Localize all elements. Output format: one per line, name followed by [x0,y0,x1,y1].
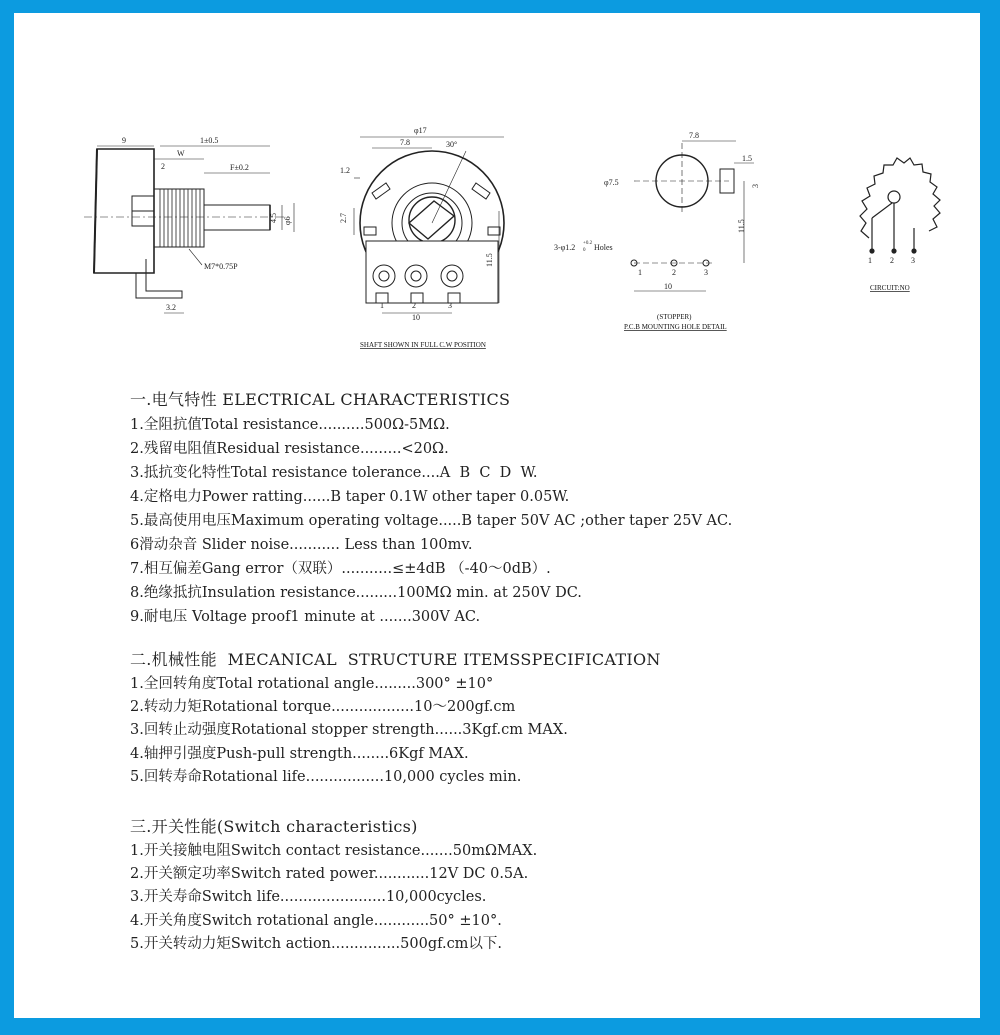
svg-text:3: 3 [448,301,452,310]
electrical-item-6: 6滑动杂音 Slider noise........... Less than 100mv. [130,537,473,553]
electrical-title: 一.电气特性 ELECTRICAL CHARACTERISTICS [130,390,511,409]
svg-text:2: 2 [890,256,894,265]
svg-text:CIRCUIT:NO: CIRCUIT:NO [870,284,910,292]
svg-text:4.5: 4.5 [269,213,278,223]
svg-text:1±0.5: 1±0.5 [200,136,219,145]
svg-text:1.2: 1.2 [340,166,350,175]
svg-text:1: 1 [638,268,642,277]
switch-item-3: 3.开关寿命Switch life.......................10,000cycles. [130,889,487,906]
switch-title: 三.开关性能(Switch characteristics) [130,817,418,836]
svg-text:7.8: 7.8 [689,131,699,140]
switch-characteristics-section [130,814,537,956]
svg-text:1: 1 [380,301,384,310]
svg-text:Holes: Holes [594,243,613,252]
svg-text:φ6: φ6 [283,216,292,225]
svg-text:30°: 30° [446,140,458,149]
svg-text:2: 2 [672,268,676,277]
svg-text:0: 0 [583,248,586,253]
electrical-item-8: 8.绝缘抵抗Insulation resistance.........100MΩ min. at 250V DC. [130,585,582,601]
mechanical-item-2: 2.转动力矩Rotational torque..................10～200gf.cm [130,699,516,716]
electrical-characteristics-section [130,387,732,629]
svg-text:7.8: 7.8 [400,138,410,147]
svg-text:3: 3 [911,256,915,265]
svg-text:P.C.B MOUNTING HOLE DETAIL: P.C.B MOUNTING HOLE DETAIL [624,323,727,331]
datasheet-sheet [14,13,980,1018]
electrical-item-3: 3.抵抗变化特性Total resistance tolerance....A B C D W. [130,465,538,481]
svg-text:2.7: 2.7 [339,213,348,223]
switch-item-4: 4.开关角度Switch rotational angle............50° ±10°. [130,912,502,929]
svg-text:SHAFT SHOWN IN FULL C.W POSITI: SHAFT SHOWN IN FULL C.W POSITION [360,341,486,349]
svg-text:2: 2 [412,301,416,310]
front-view-drawing [354,137,504,313]
svg-text:3.2: 3.2 [166,303,176,312]
mechanical-item-3: 3.回转止动强度Rotational stopper strength......3Kgf.cm MAX. [130,722,568,739]
switch-item-5: 5.开关转动力矩Switch action...............500gf.cm以下. [130,935,503,952]
svg-text:11.5: 11.5 [485,253,494,267]
switch-item-1: 1.开关接触电阻Switch contact resistance.......50mΩMAX. [130,843,538,859]
svg-text:φ7.5: φ7.5 [604,178,619,187]
svg-text:10: 10 [412,313,420,322]
svg-text:φ17: φ17 [414,126,427,135]
svg-text:M7*0.75P: M7*0.75P [204,262,238,271]
svg-text:1.5: 1.5 [742,154,752,163]
svg-text:9: 9 [122,136,126,145]
mechanical-item-4: 4.轴押引强度Push-pull strength........6Kgf MAX. [130,745,469,762]
mechanical-item-5: 5.回转寿命Rotational life.................10,000 cycles min. [130,768,522,785]
mechanical-structure-section [130,647,661,789]
electrical-item-9: 9.耐电压 Voltage proof1 minute at .......300V AC. [130,609,481,625]
svg-text:10: 10 [664,282,672,291]
mechanical-item-1: 1.全回转角度Total rotational angle.........300° ±10° [130,676,494,692]
electrical-item-1: 1.全阻抗值Total resistance..........500Ω-5MΩ. [130,417,450,433]
svg-text:3-φ1.2: 3-φ1.2 [554,243,576,252]
mechanical-title: 二.机械性能 MECANICAL STRUCTURE ITEMSSPECIFICATION [130,650,661,669]
svg-text:3: 3 [751,184,760,188]
technical-drawings [14,13,980,373]
electrical-item-7: 7.相互偏差Gang error（双联）...........≤±4dB （-40～0dB）. [130,561,551,577]
svg-text:W: W [177,149,185,158]
electrical-item-2: 2.残留电阻值Residual resistance.........<20Ω. [130,441,449,457]
electrical-item-4: 4.定格电力Power ratting......B taper 0.1W other taper 0.05W. [130,489,570,505]
svg-text:(STOPPER): (STOPPER) [657,313,692,321]
svg-text:3: 3 [704,268,708,277]
circuit-symbol [860,158,940,253]
switch-item-2: 2.开关额定功率Switch rated power............12V DC 0.5A. [130,866,529,883]
svg-text:2: 2 [161,162,165,171]
svg-text:F±0.2: F±0.2 [230,163,249,172]
side-view-drawing [84,146,294,313]
svg-text:1: 1 [868,256,872,265]
electrical-item-5: 5.最高使用电压Maximum operating voltage.....B taper 50V AC ;other taper 25V AC. [130,513,733,529]
pcb-hole-drawing [631,141,754,291]
svg-text:11.5: 11.5 [737,219,746,233]
svg-text:+0.2: +0.2 [583,241,593,246]
